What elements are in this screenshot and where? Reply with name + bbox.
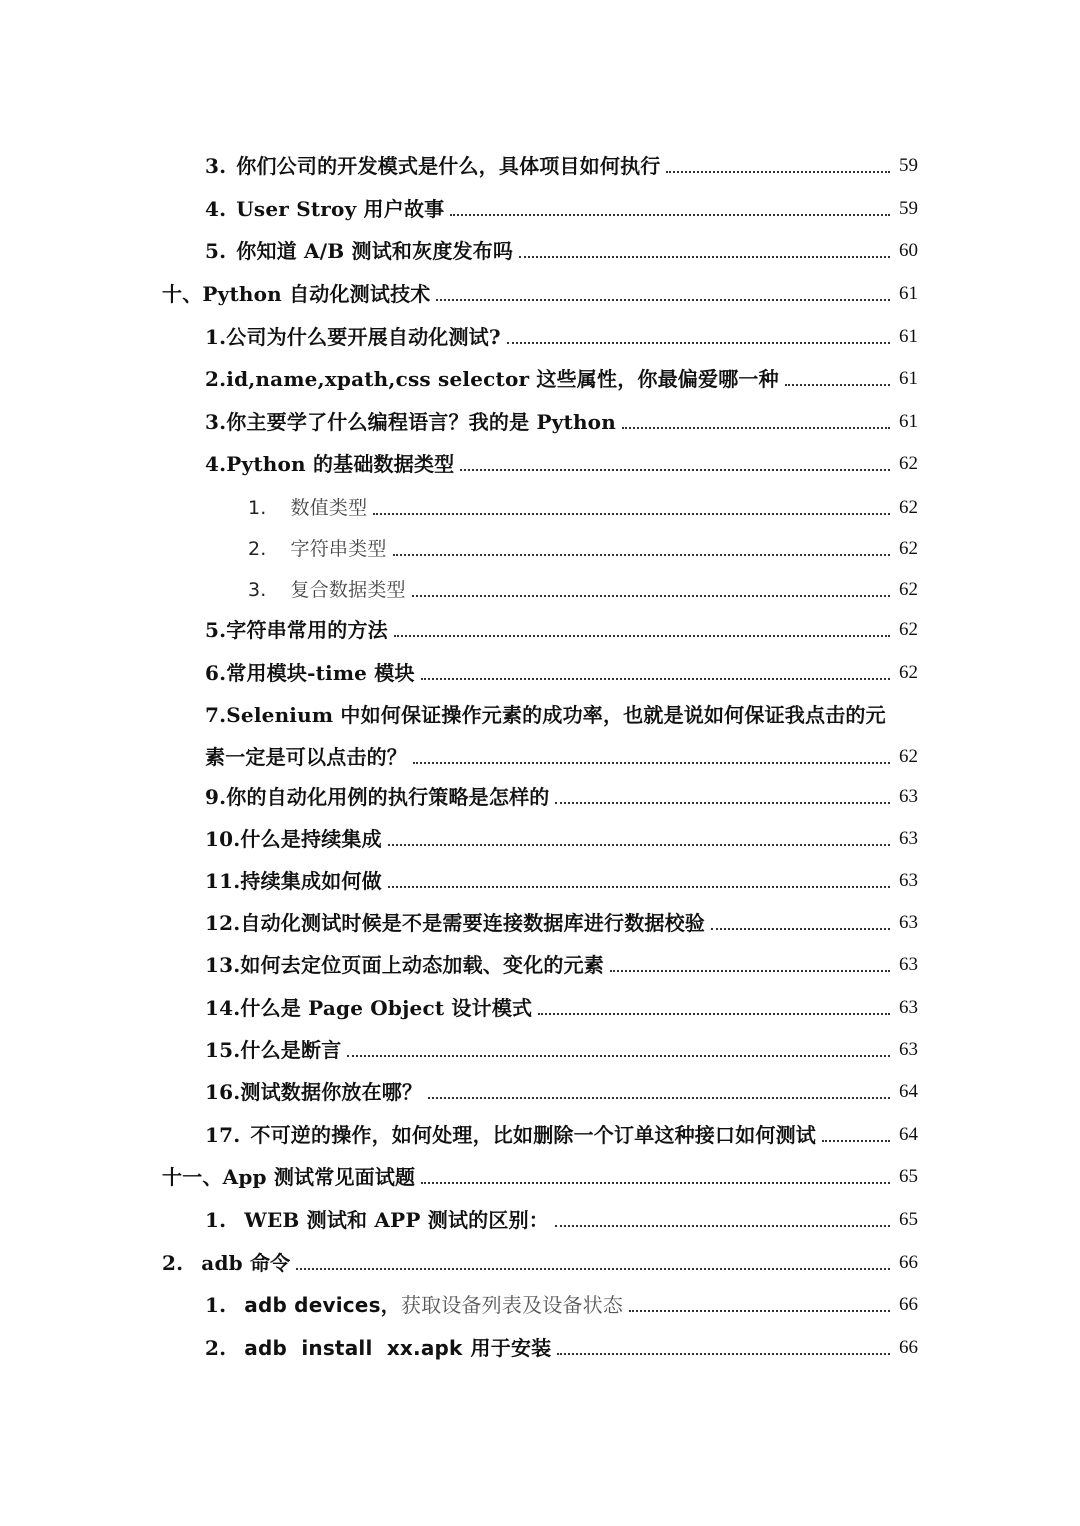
toc-page-number: 66 — [899, 1252, 918, 1273]
toc-entry-title — [205, 1121, 816, 1149]
toc-page-number: 61 — [899, 368, 918, 389]
dot-leader — [666, 171, 890, 173]
toc-page-number: 62 — [899, 538, 918, 559]
toc-entry-text: adb install xx.apk — [244, 1336, 463, 1360]
toc-entry-title — [248, 576, 406, 604]
toc-entry-title — [205, 323, 501, 351]
toc-entry-title — [205, 450, 454, 478]
toc-page-number: 63 — [899, 828, 918, 849]
dot-leader — [296, 1268, 890, 1270]
toc-entry[interactable] — [205, 988, 918, 1022]
toc-entry-text: 10.什么是持续集成 — [205, 827, 382, 851]
toc-entry-text: 16.测试数据你放在哪？ — [205, 1080, 423, 1104]
toc-page-number: 61 — [899, 411, 918, 432]
toc-entry-title — [205, 1078, 422, 1106]
toc-page-number: 63 — [899, 954, 918, 975]
toc-entry-text: 6.常用模块-time 模块 — [205, 661, 415, 685]
toc-entry-title — [248, 494, 367, 522]
toc-entry-text: 你们公司的开发模式是什么，具体项目如何执行 — [236, 154, 661, 178]
toc-entry-title — [205, 783, 549, 811]
dot-leader — [519, 256, 890, 258]
toc-entry[interactable] — [205, 189, 918, 223]
toc-page-number: 63 — [899, 786, 918, 807]
toc-entry-number: 2. — [248, 538, 267, 560]
dot-leader — [610, 970, 890, 972]
toc-entry-number: 17. — [205, 1123, 241, 1147]
toc-page-number: 65 — [899, 1209, 918, 1230]
toc-entry[interactable] — [205, 610, 918, 644]
toc-page-number: 63 — [899, 997, 918, 1018]
toc-entry-number: 1. — [205, 1293, 227, 1317]
dot-leader — [421, 678, 890, 680]
toc-entry-text: 你知道 A/B 测试和灰度发布吗 — [236, 239, 514, 263]
dot-leader — [373, 513, 890, 515]
toc-entry[interactable] — [205, 903, 918, 937]
dot-leader — [629, 1310, 890, 1312]
toc-entry-title — [205, 659, 415, 687]
toc-entry-text: 12.自动化测试时候是不是需要连接数据库进行数据校验 — [205, 911, 705, 935]
toc-entry-description: 用于安装 — [470, 1336, 552, 1360]
toc-entry-title — [162, 1163, 415, 1191]
toc-entry-text: 14.什么是 Page Object 设计模式 — [205, 996, 533, 1020]
toc-entry-title — [205, 1036, 341, 1064]
toc-entry-title — [205, 701, 886, 729]
toc-page-number: 60 — [899, 240, 918, 261]
toc-entry-title — [205, 867, 382, 895]
dot-leader — [413, 762, 890, 764]
toc-page-number: 66 — [899, 1337, 918, 1358]
toc-entry-text: 2.id,name,xpath,css selector 这些属性，你最偏爱哪一种 — [205, 367, 779, 391]
toc-subentry[interactable] — [248, 570, 918, 604]
toc-entry-text: 11.持续集成如何做 — [205, 869, 382, 893]
toc-entry-title — [205, 152, 660, 180]
toc-entry-text: 3.你主要学了什么编程语言？我的是 Python — [205, 410, 616, 434]
dot-leader — [421, 1182, 890, 1184]
toc-page-number: 61 — [899, 326, 918, 347]
toc-page-number: 62 — [899, 579, 918, 600]
toc-entry-line2[interactable] — [205, 737, 918, 771]
dot-leader — [785, 384, 890, 386]
dot-leader — [622, 427, 890, 429]
toc-entry-title — [205, 195, 444, 223]
toc-entry-number: 2. — [205, 1336, 227, 1360]
dot-leader — [711, 928, 890, 930]
dot-leader — [460, 469, 890, 471]
toc-page-number: 64 — [899, 1081, 918, 1102]
toc-subentry[interactable] — [248, 529, 918, 563]
toc-page-number: 63 — [899, 1039, 918, 1060]
toc-entry[interactable] — [205, 861, 918, 895]
toc-entry-text: 1.公司为什么要开展自动化测试? — [205, 325, 501, 349]
toc-entry[interactable] — [205, 819, 918, 853]
dot-leader — [436, 299, 890, 301]
toc-entry-text: 5.字符串常用的方法 — [205, 618, 388, 642]
toc-entry-title — [205, 951, 604, 979]
toc-entry-title — [205, 1334, 551, 1362]
dot-leader — [388, 844, 890, 846]
toc-entry-text: adb 命令 — [201, 1251, 291, 1275]
toc-entry-text: 13.如何去定位页面上动态加载、变化的元素 — [205, 953, 604, 977]
toc-entry-number: 3. — [248, 579, 267, 601]
toc-subentry[interactable] — [248, 488, 918, 522]
toc-entry[interactable] — [205, 444, 918, 478]
toc-entry-number: 1. — [205, 1208, 227, 1232]
toc-entry-line1[interactable] — [205, 695, 918, 729]
toc-page-number: 62 — [899, 497, 918, 518]
toc-entry[interactable] — [205, 146, 918, 180]
toc-entry-text: 7.Selenium 中如何保证操作元素的成功率，也就是说如何保证我点击的元 — [205, 703, 886, 727]
dot-leader — [412, 595, 890, 597]
dot-leader — [393, 554, 890, 556]
toc-entry-text: 数值类型 — [290, 497, 368, 519]
toc-entry-title — [205, 408, 616, 436]
toc-entry[interactable] — [205, 317, 918, 351]
toc-page-number: 62 — [899, 453, 918, 474]
toc-entry-text: 15.什么是断言 — [205, 1038, 342, 1062]
toc-entry[interactable] — [205, 1328, 918, 1362]
toc-entry-text: User Stroy 用户故事 — [236, 197, 445, 221]
toc-entry-text: 十一、App 测试常见面试题 — [162, 1165, 416, 1189]
toc-chapter-entry[interactable] — [162, 1157, 918, 1191]
toc-page-number: 62 — [899, 746, 918, 767]
toc-entry-number: 1. — [248, 497, 267, 519]
toc-entry-title — [205, 616, 388, 644]
dot-leader — [388, 886, 890, 888]
toc-entry[interactable] — [205, 1030, 918, 1064]
toc-entry[interactable] — [205, 402, 918, 436]
toc-entry[interactable] — [205, 359, 918, 393]
toc-entry-number: 2. — [162, 1251, 184, 1275]
toc-entry-title — [205, 1206, 549, 1234]
toc-page-number: 63 — [899, 912, 918, 933]
toc-entry-text: 复合数据类型 — [290, 579, 406, 601]
toc-entry-title — [205, 994, 532, 1022]
toc-entry[interactable] — [205, 231, 918, 265]
toc-page-number: 65 — [899, 1166, 918, 1187]
toc-page-number: 61 — [899, 283, 918, 304]
toc-entry[interactable] — [205, 653, 918, 687]
dot-leader — [555, 1225, 890, 1227]
toc-entry-title — [205, 825, 382, 853]
toc-page-number: 59 — [899, 155, 918, 176]
toc-entry[interactable] — [205, 1115, 918, 1149]
toc-chapter-entry[interactable] — [162, 274, 918, 308]
dot-leader — [557, 1353, 890, 1355]
toc-entry[interactable] — [205, 1285, 918, 1319]
toc-entry-text: WEB 测试和 APP 测试的区别： — [244, 1208, 549, 1232]
toc-entry-text: 9.你的自动化用例的执行策略是怎样的 — [205, 785, 550, 809]
toc-entry-title — [205, 743, 407, 771]
toc-entry-title — [205, 365, 779, 393]
toc-entry-number: 4. — [205, 197, 227, 221]
toc-entry-title — [205, 1291, 623, 1319]
dot-leader — [538, 1013, 890, 1015]
toc-entry-text: 字符串类型 — [290, 538, 387, 560]
toc-entry-title — [248, 535, 387, 563]
toc-entry-number: 5. — [205, 239, 227, 263]
dot-leader — [450, 214, 890, 216]
dot-leader — [507, 342, 890, 344]
toc-entry-title — [205, 237, 513, 265]
dot-leader — [822, 1140, 890, 1142]
toc-entry[interactable] — [205, 1072, 918, 1106]
toc-entry-description: 获取设备列表及设备状态 — [400, 1293, 624, 1317]
toc-entry-text: 4.Python 的基础数据类型 — [205, 452, 455, 476]
toc-entry[interactable] — [162, 1243, 918, 1277]
toc-entry-title — [205, 909, 705, 937]
toc-entry[interactable] — [205, 1200, 918, 1234]
toc-entry-title — [162, 280, 430, 308]
toc-entry-title — [162, 1249, 290, 1277]
dot-leader — [428, 1097, 890, 1099]
toc-entry-text: 十、Python 自动化测试技术 — [162, 282, 431, 306]
toc-page-number: 62 — [899, 619, 918, 640]
dot-leader — [394, 635, 890, 637]
toc-entry-number: 3. — [205, 154, 227, 178]
toc-entry-text: 不可逆的操作，如何处理，比如删除一个订单这种接口如何测试 — [250, 1123, 817, 1147]
toc-page-number: 62 — [899, 662, 918, 683]
toc-entry[interactable] — [205, 777, 918, 811]
dot-leader — [347, 1055, 890, 1057]
toc-entry-text: 素一定是可以点击的？ — [205, 745, 407, 769]
toc-page-number: 63 — [899, 870, 918, 891]
dot-leader — [555, 802, 890, 804]
toc-page-number: 64 — [899, 1124, 918, 1145]
toc-page-number: 66 — [899, 1294, 918, 1315]
toc-entry[interactable] — [205, 945, 918, 979]
toc-entry-text: adb devices， — [244, 1293, 401, 1317]
toc-page-number: 59 — [899, 198, 918, 219]
